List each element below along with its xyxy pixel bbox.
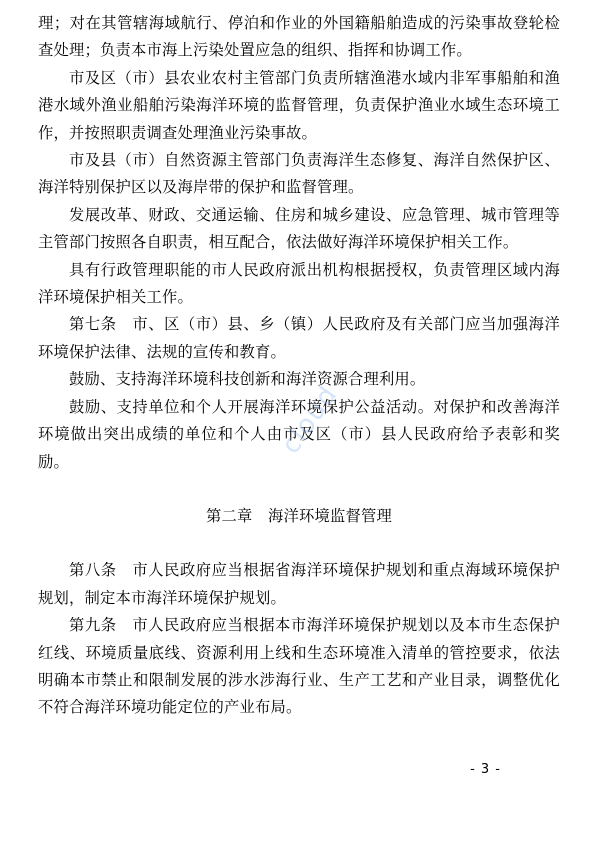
paragraph-agriculture-dept: 市及区（市）县农业农村主管部门负责所辖渔港水域内非军事船舶和渔港水域外渔业船舶污染海洋环境的监督管理，负责保护渔业水域生态环境工作，并按照职责调查处理渔业污染事故。 — [38, 68, 560, 142]
watermark: cloud — [275, 380, 344, 460]
page-number: - 3 - — [470, 762, 501, 777]
paragraph-article-9: 第九条 市人民政府应当根据本市海洋环境保护规划以及本市生态保护红线、环境质量底线、资源利用上线和生态环境准入清单的管控要求，依法明确本市禁止和限制发展的涉水涉海行业、生产工艺和产业目录，调整优化不符合海洋环境功能定位的产业布局。 — [38, 616, 560, 717]
paragraph-other-depts: 发展改革、财政、交通运输、住房和城乡建设、应急管理、城市管理等主管部门按照各自职责，相互配合，依法做好海洋环境保护相关工作。 — [38, 205, 560, 252]
paragraph-encourage-tech: 鼓励、支持海洋环境科技创新和海洋资源合理利用。 — [69, 370, 426, 389]
chapter-title: 第二章 海洋环境监督管理 — [206, 506, 392, 525]
document-body — [38, 10, 560, 722]
paragraph-continuation: 理；对在其管辖海域航行、停泊和作业的外国籍船舶造成的污染事故登轮检查处理；负责本市海上污染处置应急的组织、指挥和协调工作。 — [38, 14, 560, 60]
paragraph-dispatched-agency: 具有行政管理职能的市人民政府派出机构根据授权，负责管理区域内海洋环境保护相关工作。 — [38, 260, 560, 307]
paragraph-article-7: 第七条 市、区（市）县、乡（镇）人民政府及有关部门应当加强海洋环境保护法律、法规的宣传和教育。 — [38, 315, 560, 361]
paragraph-article-8: 第八条 市人民政府应当根据省海洋环境保护规划和重点海域环境保护规划，制定本市海洋环境保护规划。 — [38, 561, 560, 607]
paragraph-encourage-public: 鼓励、支持单位和个人开展海洋环境保护公益活动。对保护和改善海洋环境做出突出成绩的单位和个人由市及区（市）县人民政府给予表彰和奖励。 — [38, 397, 560, 471]
paragraph-natural-resources-dept: 市及县（市）自然资源主管部门负责海洋生态修复、海洋自然保护区、海洋特别保护区以及海岸带的保护和监督管理。 — [38, 151, 560, 197]
